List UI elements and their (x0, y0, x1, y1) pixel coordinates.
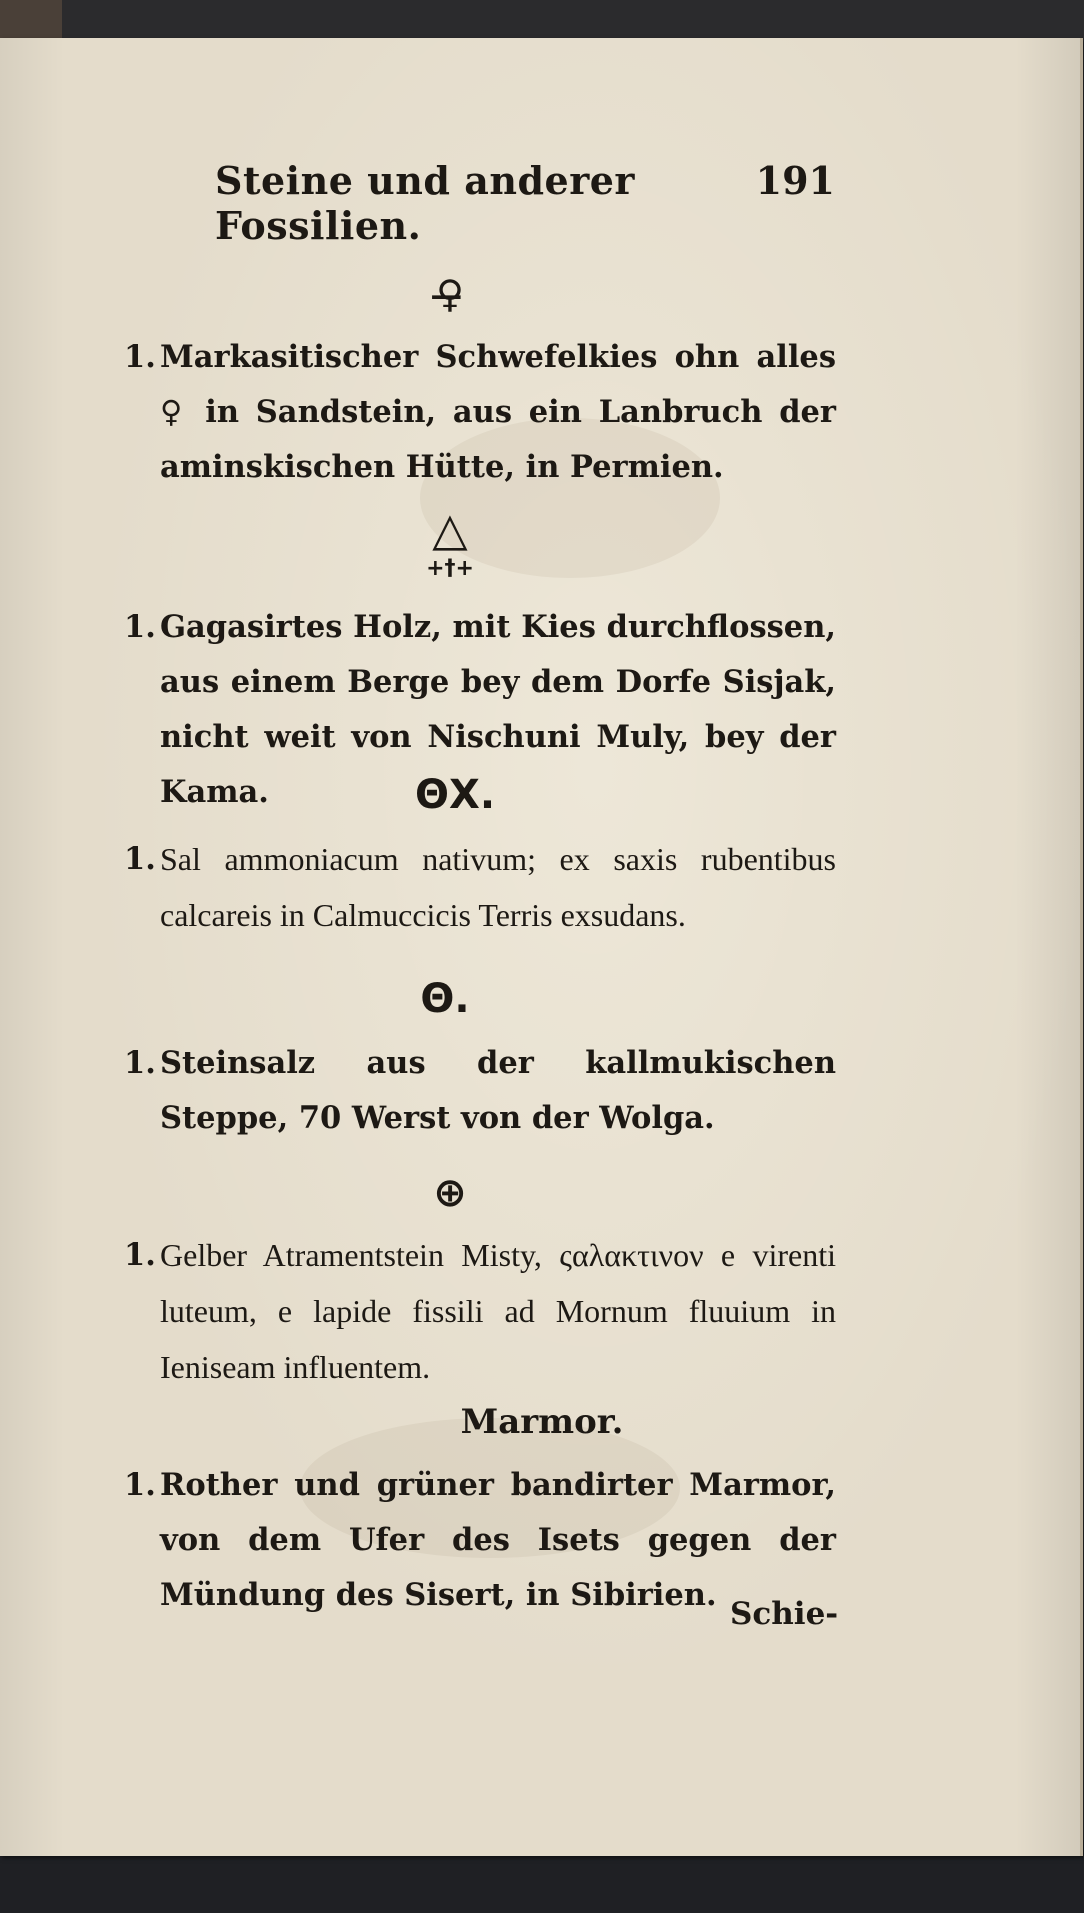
entry-number: 1. (124, 609, 156, 645)
entry-number: 1. (124, 1045, 156, 1081)
entry-text: Markasitischer Schwefelkies ohn alles ♀ in Sandstein, aus ein Lanbruch der aminskischen Hütte, in Permien. (160, 339, 836, 485)
entry-text: Steinsalz aus der kallmukischen Steppe, 70 Werst von der Wolga. (160, 1045, 836, 1136)
entry-text: Sal ammoniacum nativum; ex saxis rubentibus calcareis in Calmuccicis Terris exsudans. (160, 841, 836, 933)
entry-markasit (124, 330, 836, 495)
section-title-marmor: Marmor. (460, 1402, 624, 1442)
running-header (215, 158, 835, 248)
entry-text: Gelber Atramentstein Misty, ςαλακτινον e virenti luteum, e lapide fissili ad Mornum fluuium in Ieniseam influentem. (160, 1237, 836, 1385)
entry-text: Rother und grüner bandirter Marmor, von dem Ufer des Isets gegen der Mündung des Sisert, in Sibirien. (160, 1467, 836, 1613)
header-title: Steine und anderer Fossilien. (215, 158, 635, 248)
entry-number: 1. (124, 1237, 156, 1273)
vitriol-symbol: ⊕ (433, 1170, 467, 1216)
page-number: 191 (755, 158, 835, 203)
entry-sal-ammoniacum (124, 832, 836, 944)
triangle-symbol: △ (432, 502, 468, 556)
entry-number: 1. (124, 841, 156, 877)
sal-ammoniac-symbol: ΘX. (414, 772, 496, 818)
entry-number: 1. (124, 339, 156, 375)
entry-number: 1. (124, 1467, 156, 1503)
catchword: Schie- (730, 1596, 839, 1632)
salt-symbol: Θ. (420, 976, 470, 1022)
venus-crossed-symbol: ♀̶ (436, 272, 464, 316)
entry-steinsalz (124, 1036, 836, 1146)
entry-text: Gagasirtes Holz, mit Kies durchflossen, aus einem Berge bey dem Dorfe Sisjak, nicht weit von Nischuni Muly, bey der Kama. (160, 609, 836, 810)
entry-atramentstein (124, 1228, 836, 1396)
cross-sub-symbol: +†+ (426, 556, 474, 581)
